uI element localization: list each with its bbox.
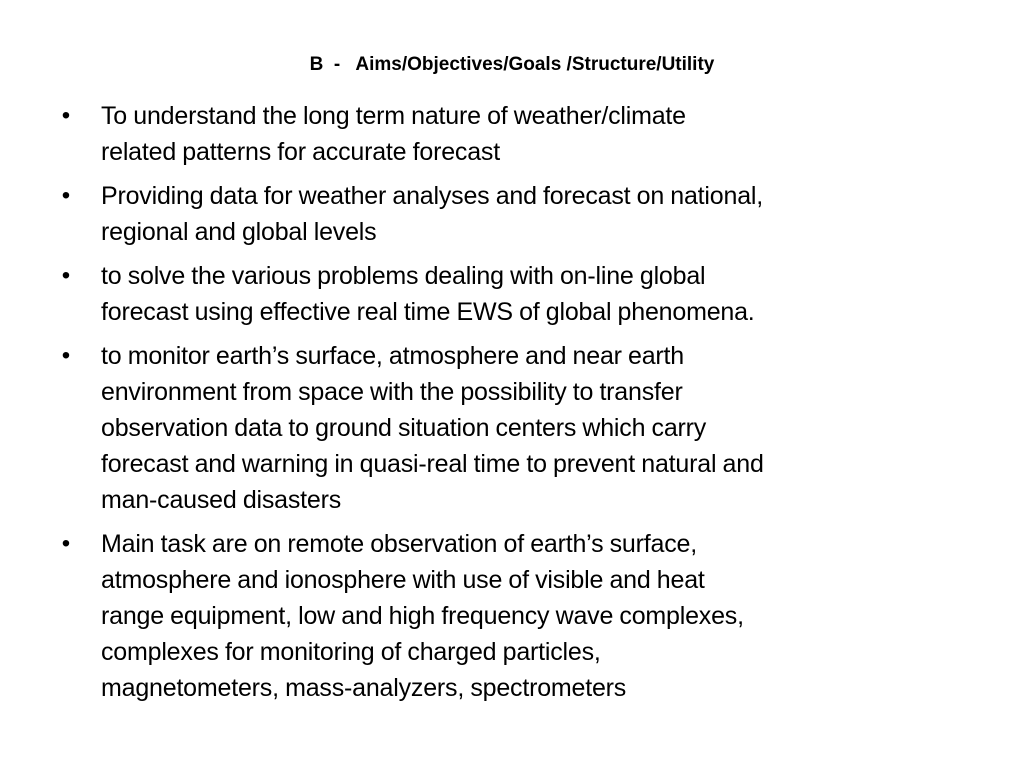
bullet-point-icon: •	[61, 182, 71, 209]
bullet-point-icon: •	[61, 262, 71, 289]
bullet-item	[56, 526, 976, 706]
bullet-item	[56, 258, 976, 330]
bullet-text: Providing data for weather analyses and forecast on national, regional and global levels	[101, 182, 763, 246]
bullet-list	[56, 98, 976, 714]
bullet-text: to solve the various problems dealing with on-line global forecast using effective real time EWS of global phenomena.	[101, 262, 755, 326]
bullet-text: to monitor earth’s surface, atmosphere and near earth environment from space with the possibility to transfer observation data to ground situation centers which carry forecast and warning in quasi-real time to prevent natural and man-caused disasters	[101, 342, 764, 514]
bullet-item	[56, 338, 976, 518]
bullet-text: Main task are on remote observation of earth’s surface, atmosphere and ionosphere with use of visible and heat range equipment, low and high frequency wave complexes, complexes for monitoring of charged particles, magnetometers, mass-analyzers, spectrometers	[101, 530, 744, 702]
slide-title: B - Aims/Objectives/Goals /Structure/Utility	[309, 54, 715, 75]
bullet-point-icon: •	[61, 530, 71, 557]
bullet-point-icon: •	[61, 342, 71, 369]
bullet-item	[56, 98, 976, 170]
bullet-item	[56, 178, 976, 250]
bullet-text: To understand the long term nature of weather/climate related patterns for accurate forecast	[101, 102, 686, 166]
bullet-point-icon: •	[61, 102, 71, 129]
